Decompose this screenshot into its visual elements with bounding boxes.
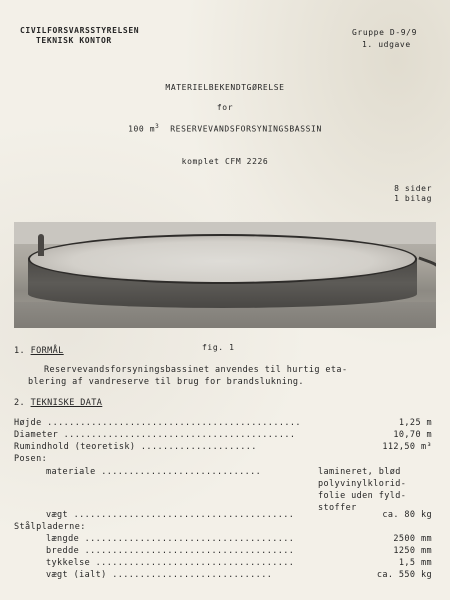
data-row-weight [46,510,294,520]
data-row-plate-thickness [46,558,294,568]
row-value-plate-thickness: 1,5 mm [398,558,432,568]
title-for: for [216,103,234,112]
staalpladerne-label: Stålpladerne: [14,522,86,532]
basin-rim [28,234,417,284]
title-subject-name: RESERVEVANDSFORSYNINGSBASSIN [170,124,322,134]
data-row-plate-weight [46,570,272,580]
section-2-number: 2. [14,398,26,408]
title-volume-unit-sup: 3 [155,123,160,130]
row-label: længde [46,534,80,544]
leader-dots: ........................................ [68,510,295,520]
row-label: vægt (ialt) [46,570,107,580]
leader-dots: ...................................... [79,546,295,556]
leader-dots: .................................... [90,558,295,568]
section-1-text-line1: Reservevandsforsyningsbassinet anvendes til hurtig eta- [44,365,348,375]
row-value-volume: 112,50 m³ [382,442,432,452]
data-row-material [46,467,261,477]
row-label: tykkelse [46,558,91,568]
row-label: Rumindhold (teoretisk) [14,442,136,452]
page-count: 8 sider [394,184,432,193]
data-row-volume [14,442,257,452]
material-value-line3: folie uden fyld- [318,491,407,501]
posen-label: Posen: [14,454,48,464]
section-1-heading [14,346,64,356]
row-value-height: 1,25 m [398,418,432,428]
group-number: Gruppe D-9/9 [352,28,417,37]
material-value-line4: stoffer [318,503,357,513]
leader-dots: ............................. [106,570,273,580]
row-value-plate-width: 1250 mm [393,546,432,556]
row-label: bredde [46,546,80,556]
edition: 1. udgave [362,40,411,49]
leader-dots: .......................................... [58,430,296,440]
row-label: materiale [46,467,96,477]
section-2-title: TEKNISKE DATA [30,398,103,408]
data-row-plate-length [46,534,294,544]
row-value-weight: ca. 80 kg [382,510,432,520]
leader-dots: ............................. [95,467,262,477]
title-subject [0,123,450,134]
row-label: Højde [14,418,42,428]
row-value-plate-weight: ca. 550 kg [376,570,432,580]
row-label: vægt [46,510,69,520]
row-value-diameter: 10,70 m [393,430,432,440]
section-2-heading [14,398,102,408]
leader-dots: .............................................. [41,418,301,428]
basin-photo [14,222,436,328]
section-1-title: FORMÅL [30,346,64,356]
org-department: TEKNISK KONTOR [36,36,112,45]
row-label: Diameter [14,430,59,440]
data-row-plate-width [46,546,294,556]
leader-dots: ...................................... [79,534,295,544]
document-title: MATERIELBEKENDTGØRELSE [165,83,285,92]
appendix-count: 1 bilag [394,194,432,203]
section-1-text-line2: blering af vandreserve til brug for brandslukning. [28,377,304,387]
material-value-line1: lamineret, blød [318,467,401,477]
section-1-number: 1. [14,346,26,356]
figure-caption: fig. 1 [202,343,235,352]
material-value-line2: polyvinylklorid- [318,479,407,489]
leader-dots: ..................... [135,442,257,452]
data-row-diameter [14,430,295,440]
row-value-plate-length: 2500 mm [393,534,432,544]
title-volume: 100 m [128,124,156,134]
org-name: CIVILFORSVARSSTYRELSEN [20,26,140,35]
data-row-height [14,418,301,428]
title-model: komplet CFM 2226 [181,157,269,166]
person-figure [38,234,44,256]
